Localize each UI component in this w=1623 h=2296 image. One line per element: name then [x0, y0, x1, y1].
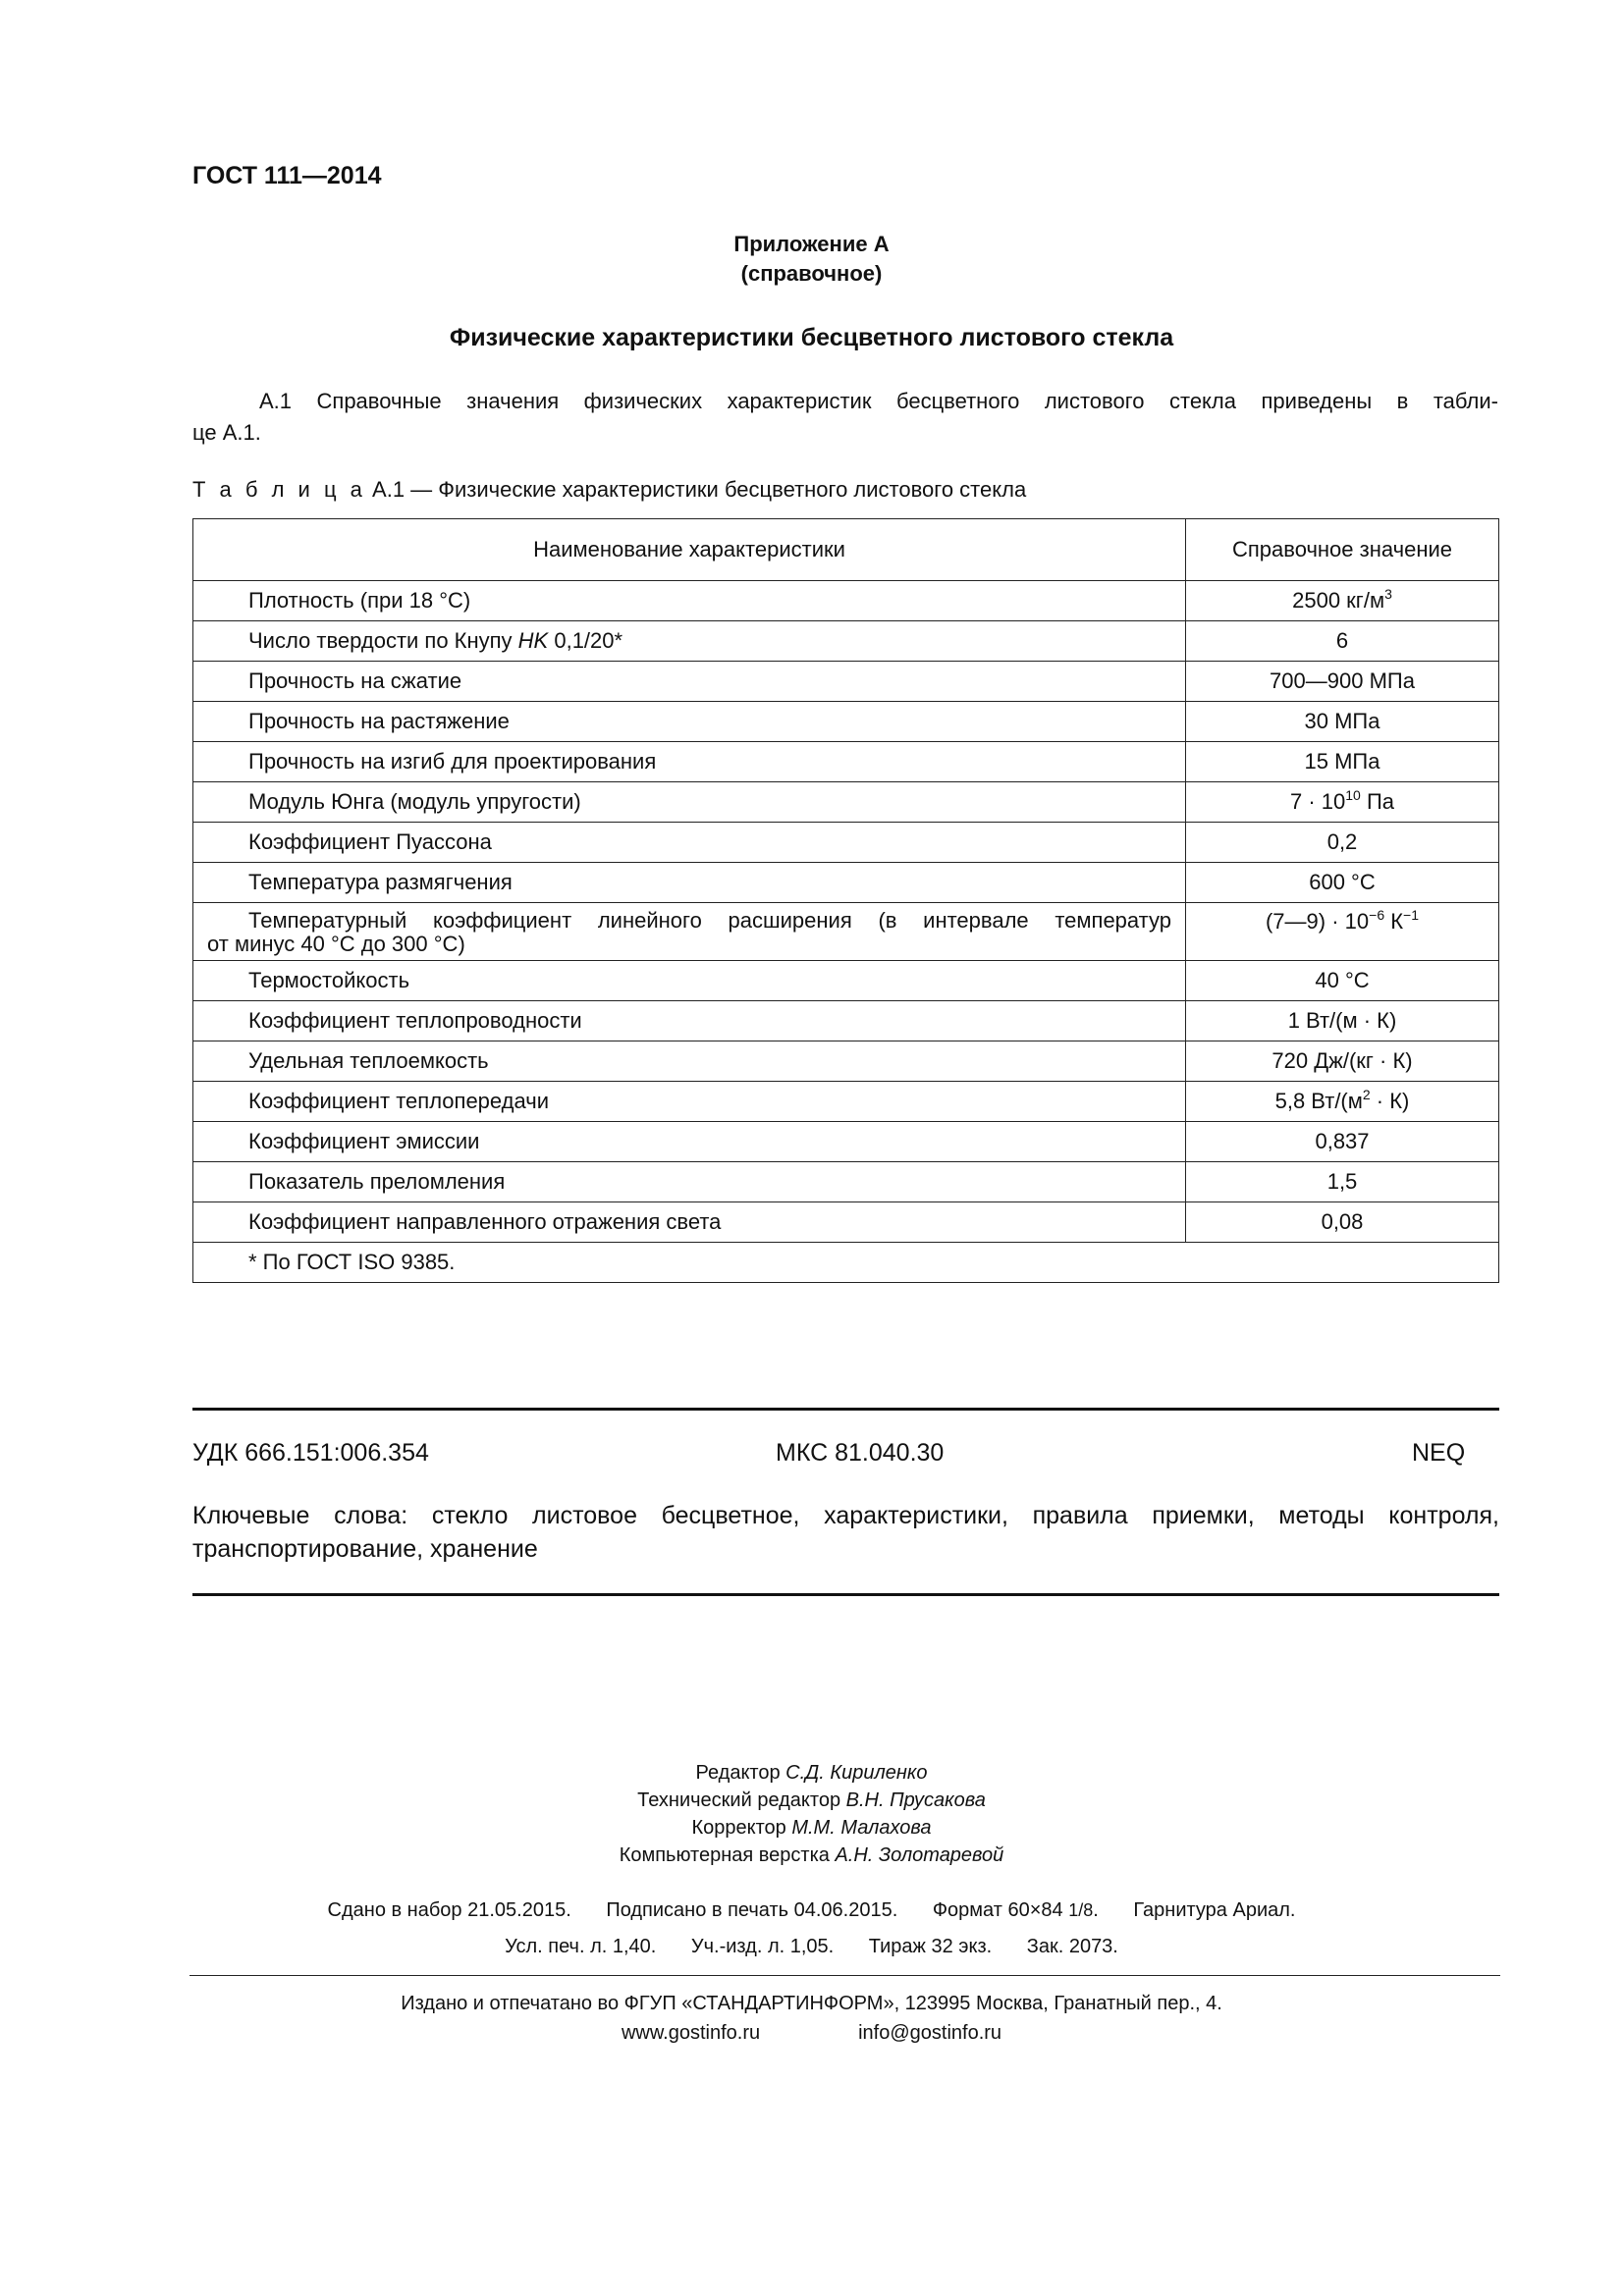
row-value: 700—900 МПа: [1186, 662, 1499, 702]
signed-to-print: Подписано в печать 04.06.2015.: [606, 1899, 898, 1921]
row-value: 40 °С: [1186, 961, 1499, 1001]
mks-code: МКС 81.040.30: [776, 1439, 945, 1467]
row-name: Коэффициент теплопроводности: [193, 1001, 1186, 1041]
row-name: Плотность (при 18 °С): [193, 581, 1186, 621]
row-name: Прочность на изгиб для проектирования: [193, 742, 1186, 782]
printer-info: [0, 1989, 1623, 2048]
table-row: [193, 782, 1499, 823]
row-name: Прочность на сжатие: [193, 662, 1186, 702]
divider-top: [192, 1408, 1499, 1411]
appendix-kind: (справочное): [740, 261, 883, 286]
row-value: 720 Дж/(кг · К): [1186, 1041, 1499, 1082]
table-header-row: [193, 519, 1499, 581]
row-value: 1,5: [1186, 1162, 1499, 1202]
row-name: Число твердости по Кнупу HK 0,1/20*: [193, 621, 1186, 662]
neq-mark: NEQ: [1412, 1439, 1466, 1467]
print-run: Тираж 32 экз.: [868, 1936, 993, 1957]
sent-to-set: Сдано в набор 21.05.2015.: [327, 1899, 571, 1921]
table-row: [193, 823, 1499, 863]
row-name: Коэффициент Пуассона: [193, 823, 1186, 863]
table-row: [193, 742, 1499, 782]
row-value: 0,2: [1186, 823, 1499, 863]
table-caption-prefix: Т а б л и ц а: [192, 477, 366, 502]
row-name: Коэффициент теплопередачи: [193, 1082, 1186, 1122]
table-row: [193, 621, 1499, 662]
table-footnote-row: [193, 1243, 1499, 1283]
row-value: $7 \cdot 10^{10}$ Па: [1186, 782, 1499, 823]
row-value: 0,837: [1186, 1122, 1499, 1162]
intro-paragraph: [192, 386, 1498, 449]
website-link[interactable]: www.gostinfo.ru: [621, 2022, 761, 2044]
print-sheets: Усл. печ. л. 1,40.: [505, 1936, 657, 1957]
row-value: 6: [1186, 621, 1499, 662]
credit-tech-editor: Технический редактор В.Н. Прусакова: [637, 1789, 986, 1811]
intro-line-2: це А.1.: [192, 420, 261, 445]
intro-line-1: А.1 Справочные значения физических характеристик бесцветного листового стекла приведены в табли-: [259, 389, 1498, 413]
table-row: [193, 1162, 1499, 1202]
credit-corrector: Корректор М.М. Малахова: [691, 1817, 932, 1839]
row-name: Температура размягчения: [193, 863, 1186, 903]
printer-address: Издано и отпечатано во ФГУП «СТАНДАРТИНФОРМ», 123995 Москва, Гранатный пер., 4.: [401, 1993, 1222, 2014]
row-value: 30 МПа: [1186, 702, 1499, 742]
table-row: [193, 702, 1499, 742]
table-row: [193, 961, 1499, 1001]
row-value: 5,8 $Вт/(м^2 \cdot К)$: [1186, 1082, 1499, 1122]
row-value: 15 МПа: [1186, 742, 1499, 782]
appendix-title: Физические характеристики бесцветного листового стекла: [449, 324, 1174, 351]
format: Формат 60×84: [932, 1899, 1063, 1921]
publisher-sheets: Уч.-изд. л. 1,05.: [690, 1936, 835, 1957]
keywords-line-2: транспортирование, хранение: [192, 1535, 538, 1563]
printer-contacts: [0, 2018, 1623, 2048]
table-footnote: * По ГОСТ ISO 9385.: [193, 1243, 1499, 1283]
credit-layout: Компьютерная верстка А.Н. Золотаревой: [619, 1844, 1004, 1866]
divider-thin: [189, 1975, 1500, 1976]
table-row: [193, 581, 1499, 621]
row-value: 600 °С: [1186, 863, 1499, 903]
row-name: Модуль Юнга (модуль упругости): [193, 782, 1186, 823]
header-name: Наименование характеристики: [193, 519, 1186, 581]
divider-bottom: [192, 1593, 1499, 1596]
row-value: 0,08: [1186, 1202, 1499, 1243]
order-number: Зак. 2073.: [1026, 1936, 1118, 1957]
appendix-label: Приложение А: [733, 232, 890, 256]
table-row: [193, 1202, 1499, 1243]
table-row: [193, 1082, 1499, 1122]
row-name: Температурный коэффициент линейного расширения (в интервале температур от минус 40 °С до 300 °С): [193, 903, 1186, 961]
table-caption: [192, 477, 1026, 503]
table-caption-text: А.1 — Физические характеристики бесцветного листового стекла: [365, 477, 1027, 502]
row-name: Коэффициент эмиссии: [193, 1122, 1186, 1162]
typeface: Гарнитура Ариал.: [1133, 1899, 1296, 1921]
row-name: Прочность на растяжение: [193, 702, 1186, 742]
row-name: Коэффициент направленного отражения света: [193, 1202, 1186, 1243]
row-name: Показатель преломления: [193, 1162, 1186, 1202]
keywords: [192, 1499, 1499, 1566]
table-row: [193, 1001, 1499, 1041]
credits: [0, 1759, 1623, 1869]
publication-info-line-2: [0, 1936, 1623, 1958]
row-value: (7—9) · $10^{-6}$ $К^{-1}$: [1186, 903, 1499, 961]
table-row: [193, 903, 1499, 961]
header-value: Справочное значение: [1186, 519, 1499, 581]
credit-editor: Редактор С.Д. Кириленко: [695, 1762, 928, 1784]
characteristics-table: [192, 518, 1499, 1283]
row-value: 2500 $кг/м^3$: [1186, 581, 1499, 621]
format-fraction: 1/8: [1068, 1900, 1094, 1920]
udk-code: УДК 666.151:006.354: [192, 1439, 429, 1467]
table-row: [193, 662, 1499, 702]
keywords-line-1: Ключевые слова: стекло листовое бесцветное, характеристики, правила приемки, методы контроля,: [192, 1502, 1499, 1529]
document-code: ГОСТ 111—2014: [192, 162, 382, 189]
row-name: Термостойкость: [193, 961, 1186, 1001]
table-row: [193, 1041, 1499, 1082]
table-row: [193, 1122, 1499, 1162]
publication-info-line-1: Сдано в набор 21.05.2015. Подписано в печать 04.06.2015. Формат 60×84 1/8. Гарнитура Ариал.: [327, 1899, 1296, 1921]
email-link[interactable]: info@gostinfo.ru: [858, 2022, 1002, 2044]
table-row: [193, 863, 1499, 903]
row-name: Удельная теплоемкость: [193, 1041, 1186, 1082]
row-value: 1 Вт/(м · К): [1186, 1001, 1499, 1041]
